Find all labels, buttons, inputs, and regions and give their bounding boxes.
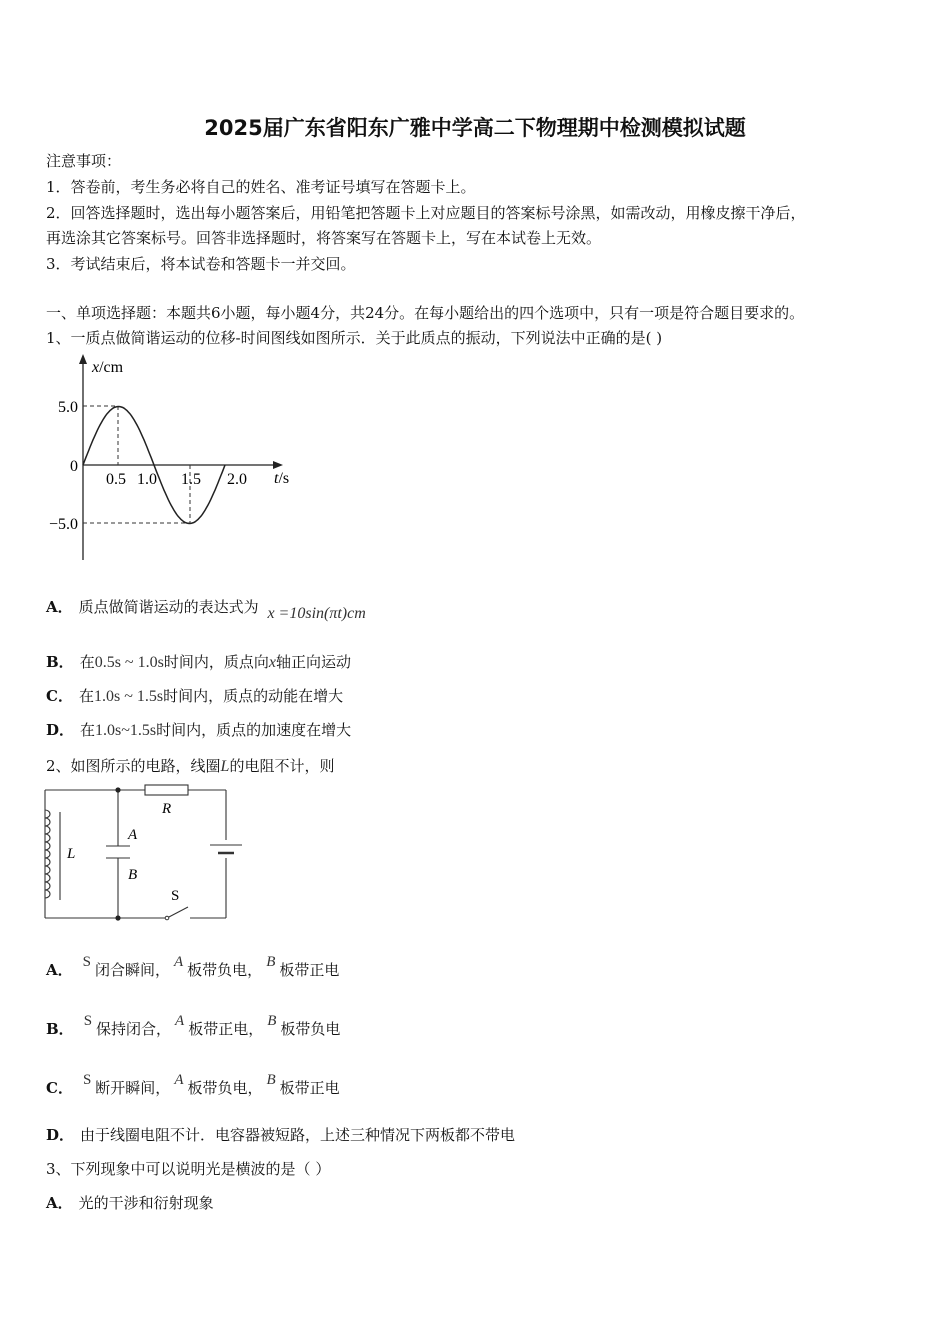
- q2-stem: 2、如图所示的电路，线圈L的电阻不计，则: [46, 757, 335, 775]
- x-tick-1-5: 1.5: [181, 471, 201, 488]
- inductor-coil-icon: [45, 810, 50, 898]
- notice-item-2: 2．回答选择题时，选出每小题答案后，用铅笔把答题卡上对应题目的答案标号涂黑，如需改动，用橡皮擦干净后，: [46, 204, 806, 222]
- page-title: 2025届广东省阳东广雅中学高二下物理期中检测模拟试题: [204, 116, 746, 140]
- q3-option-a: A． 光的干涉和衍射现象: [46, 1194, 214, 1212]
- notice-item-2-cont: 再选涂其它答案标号。回答非选择题时，将答案写在答题卡上，写在本试卷上无效。: [46, 229, 602, 247]
- q1-option-a-formula: x =10sin(πt)cm: [267, 605, 366, 622]
- x-tick-0-5: 0.5: [106, 471, 126, 488]
- q2-option-c: C． S 断开瞬间， A 板带负电， B 板带正电: [46, 1072, 340, 1097]
- q1-option-c: C． 在1.0s ~ 1.5s时间内，质点的动能在增大: [46, 687, 344, 705]
- q3-stem: 3、下列现象中可以说明光是横波的是（ ）: [46, 1160, 331, 1178]
- label-l: L: [67, 846, 76, 862]
- x-tick-2-0: 2.0: [227, 471, 247, 488]
- q1-option-a: A． 质点做简谐运动的表达式为 x =10sin(πt)cm: [46, 598, 366, 622]
- label-r: R: [162, 801, 172, 817]
- switch-icon: [167, 907, 188, 918]
- q1-stem: 1、一质点做简谐运动的位移-时间图线如图所示．关于此质点的振动，下列说法中正确的是( ): [46, 329, 663, 347]
- resistor-icon: [145, 785, 188, 795]
- label-b: B: [128, 867, 138, 883]
- q2-option-d: D． 由于线圈电阻不计．电容器被短路，上述三种情况下两板都不带电: [46, 1126, 516, 1144]
- x-axis-label: t/s: [274, 470, 290, 487]
- notice-item-1: 1．答卷前，考生务必将自己的姓名、准考证号填写在答题卡上。: [46, 178, 476, 196]
- q2-option-a: A． S 闭合瞬间， A 板带负电， B 板带正电: [46, 954, 340, 979]
- notice-item-3: 3．考试结束后，将本试卷和答题卡一并交回。: [46, 255, 356, 273]
- q2-option-b: B． S 保持闭合， A 板带正电， B 板带负电: [46, 1013, 341, 1038]
- label-s: S: [171, 888, 180, 904]
- q1-displacement-time-graph: [40, 350, 310, 565]
- notice-heading: 注意事项：: [46, 152, 122, 170]
- y-tick-5: 5.0: [58, 399, 78, 416]
- y-axis-arrow: [79, 354, 87, 364]
- y-tick-neg5: −5.0: [48, 516, 78, 533]
- y-axis-label: x/cm: [92, 359, 124, 376]
- section-heading: 一、单项选择题：本题共6小题，每小题4分，共24分。在每小题给出的四个选项中，只有一项是符合题目要求的。: [46, 304, 805, 322]
- q2-circuit-diagram: [40, 782, 250, 924]
- x-tick-1-0: 1.0: [137, 471, 157, 488]
- q1-option-d: D． 在1.0s~1.5s时间内，质点的加速度在增大: [46, 721, 352, 739]
- x-axis-arrow: [273, 461, 283, 469]
- y-tick-0: 0: [70, 458, 78, 475]
- label-a: A: [128, 827, 138, 843]
- q1-option-b: B． 在0.5s ~ 1.0s时间内，质点向x轴正向运动: [46, 653, 351, 671]
